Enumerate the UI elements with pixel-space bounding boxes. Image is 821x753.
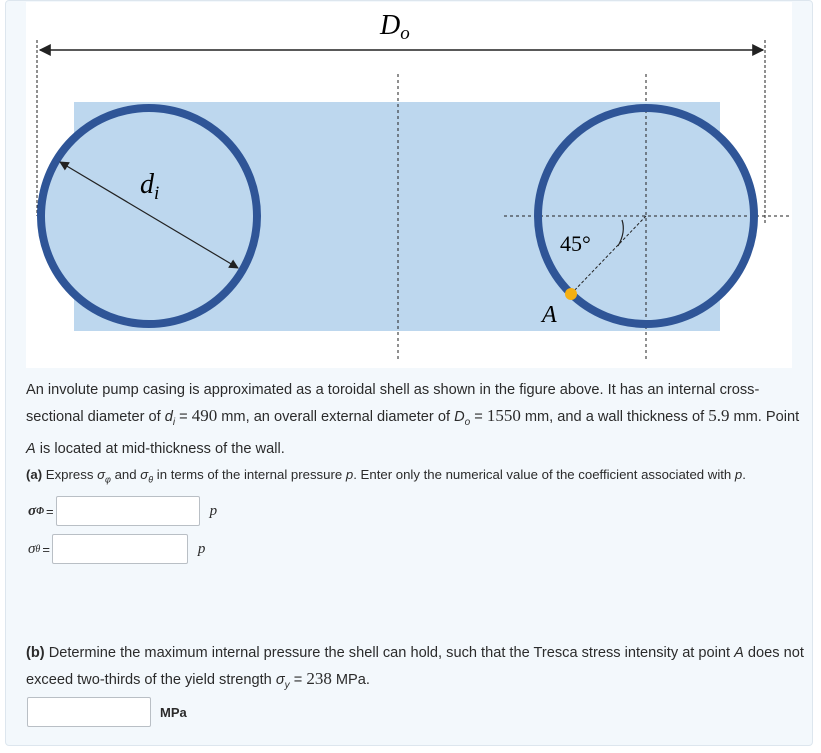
label-di-main: d	[140, 169, 154, 200]
intro-text-5: mm, and a wall thickness of	[520, 409, 709, 425]
part-a-text-4: . Enter only the numerical value of the coefficient associated with	[353, 467, 735, 482]
label-Do-sub: o	[400, 23, 410, 44]
part-b-label: (b)	[26, 645, 45, 661]
sigma-theta-input[interactable]	[52, 534, 188, 564]
yield-strength-value: 238	[306, 669, 332, 688]
part-b-prompt	[26, 640, 806, 699]
Do-symbol: D	[454, 409, 465, 425]
problem-statement	[26, 377, 806, 462]
part-a-text-3: in terms of the internal pressure	[153, 467, 346, 482]
part-a-label: (a)	[26, 467, 43, 482]
intro-text-6: mm. Point	[729, 409, 800, 425]
Do-value: 1550	[486, 406, 521, 425]
part-b-text-1: Determine the maximum internal pressure the shell can hold, such that the Tresca stress intensity at point	[44, 645, 735, 661]
sigma-theta-subscript: θ	[148, 474, 154, 485]
sigma-phi-label-sub: Φ	[36, 505, 44, 517]
point-A-marker	[565, 288, 577, 300]
part-b-equals: =	[289, 672, 307, 688]
part-a-text-2: and	[110, 467, 141, 482]
pressure-symbol-2: p	[734, 467, 743, 482]
pressure-unit: MPa	[160, 704, 187, 720]
part-a-text-1: Express	[42, 467, 98, 482]
di-symbol: d	[164, 409, 173, 425]
part-b-text-4: MPa.	[331, 672, 370, 688]
part-a-text-5: .	[742, 467, 746, 482]
pressure-row	[27, 697, 187, 727]
toroid-diagram	[26, 2, 792, 368]
label-A: A	[542, 302, 557, 328]
sigma-theta-label-sub: θ	[35, 543, 41, 555]
part-b-point-A: A	[734, 645, 744, 661]
label-Do-main: D	[380, 10, 401, 41]
point-A-ref: A	[26, 440, 36, 457]
intro-text-7: is located at mid-thickness of the wall.	[35, 440, 285, 457]
sigma-phi-label: σ	[28, 502, 37, 519]
di-subscript: i	[172, 416, 176, 428]
sigma-theta-unit: p	[197, 540, 206, 557]
sigma-theta-row	[28, 534, 205, 564]
intro-text-3: mm, an overall external diameter of	[217, 409, 455, 425]
sigma-phi-subscript: φ	[105, 474, 111, 485]
sigma-phi-equals: =	[45, 503, 54, 519]
thickness-value: 5.9	[708, 406, 730, 425]
sigma-phi-input[interactable]	[56, 496, 200, 526]
sigma-theta-symbol: σ	[140, 467, 149, 482]
label-Do	[379, 10, 410, 44]
label-angle: 45°	[560, 231, 591, 256]
intro-equals-1: =	[175, 409, 192, 425]
sigma-phi-unit: p	[209, 502, 218, 519]
di-value: 490	[191, 406, 218, 425]
pressure-symbol: p	[345, 467, 354, 482]
intro-equals-2: =	[470, 409, 487, 425]
sigma-theta-label: σ	[28, 540, 36, 557]
max-pressure-input[interactable]	[27, 697, 151, 727]
sigma-phi-symbol: σ	[97, 467, 106, 482]
sigma-phi-row	[28, 496, 217, 526]
label-di-sub: i	[154, 183, 160, 204]
sigma-theta-equals: =	[42, 541, 50, 557]
toroid-figure	[26, 2, 792, 368]
part-a-prompt	[26, 462, 806, 493]
sigma-y-symbol: σ	[275, 672, 285, 688]
sigma-y-subscript: y	[284, 679, 290, 691]
intro-text-1: An involute pump casing is approximated as a toroidal shell as shown in the figure above. It has an internal cross-sectional diameter of	[26, 382, 760, 425]
Do-subscript: o	[464, 416, 471, 428]
part-b-text-2: does not exceed two-thirds of the yield strength	[26, 645, 804, 688]
